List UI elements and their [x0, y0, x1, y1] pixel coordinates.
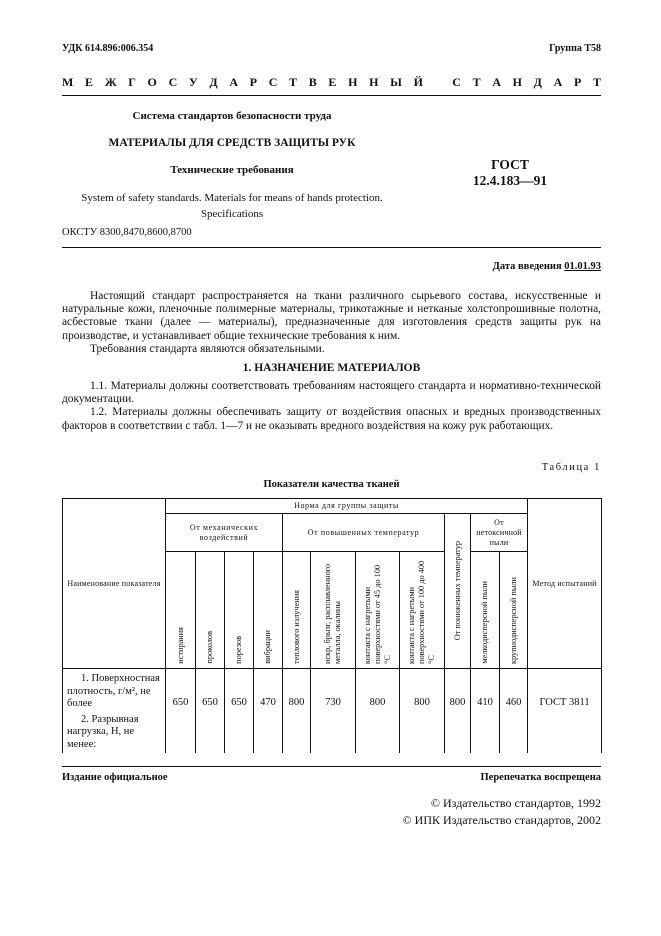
- subcolumn-header: [356, 552, 400, 669]
- row1-value: 800: [283, 669, 311, 753]
- section-1-text: [62, 380, 601, 433]
- intro-date: [493, 261, 601, 272]
- banner-letter: Й: [413, 75, 423, 89]
- english-title-line2: Specifications: [200, 208, 264, 220]
- banner-letter: Ы: [390, 75, 402, 89]
- banner-letter: Т: [472, 75, 481, 89]
- gost-number: 12.4.183—91: [472, 173, 548, 188]
- reprint-prohibited: Перепечатка воспрещена: [480, 772, 601, 783]
- footer-rule: [62, 766, 601, 767]
- english-title-line1: System of safety standards. Materials for means of hands protection.: [81, 192, 383, 204]
- subcolumn-header: [311, 552, 356, 669]
- copyright-block: [403, 795, 601, 829]
- banner-letter: Т: [592, 75, 601, 89]
- row1-method: ГОСТ 3811: [528, 669, 602, 753]
- row1-value: 470: [254, 669, 283, 753]
- official-edition: Издание официальное: [62, 772, 168, 783]
- document-title: МАТЕРИАЛЫ ДЛЯ СРЕДСТВ ЗАЩИТЫ РУК: [108, 137, 356, 149]
- quality-indicators-table: [62, 498, 602, 753]
- subcolumn-label: контакта с нагретыми поверхностями от 45 до 100 °С: [362, 564, 392, 664]
- clause-1-2: 1.2. Материалы должны обеспечивать защиту от воздействия опасных и вредных производственных факторов в соответствии с табл. 1—7 и не оказывать вредного воздействия на кожу рук работающих.: [62, 406, 601, 432]
- table-label: Таблица 1: [541, 462, 601, 473]
- banner-letter: С: [268, 75, 278, 89]
- banner-letter: В: [308, 75, 317, 89]
- subcolumn-label: вибрации: [263, 630, 272, 664]
- udk-code: УДК 614.896:006.354: [62, 43, 154, 54]
- subcolumn-label: теплового излучения: [291, 589, 301, 664]
- header-rule: [62, 95, 601, 96]
- banner-letter: А: [229, 75, 238, 89]
- subcolumn-label: порезов: [234, 636, 243, 664]
- standard-system: Система стандартов безопасности труда: [132, 110, 332, 122]
- section-1-heading: 1. НАЗНАЧЕНИЕ МАТЕРИАЛОВ: [242, 362, 421, 374]
- banner-letter: У: [188, 75, 198, 89]
- subcolumn-header: [166, 552, 196, 669]
- english-title: [62, 190, 402, 222]
- subcolumn-header: [400, 552, 445, 669]
- banner-letter: Д: [209, 75, 218, 89]
- group-code: Группа Т58: [549, 43, 601, 54]
- dust-group-header: От нетоксичной пыли: [471, 514, 528, 552]
- subcolumn-header: [471, 552, 500, 669]
- row1-value: 800: [445, 669, 471, 753]
- banner-letter: Д: [533, 75, 542, 89]
- clause-1-1: 1.1. Материалы должны соответствовать требованиям настоящего стандарта и нормативно-технической документации.: [62, 380, 601, 406]
- subcolumn-label: контакта с нагретыми поверхностями от 100 до 400 °С: [407, 560, 436, 664]
- banner-letter: С: [168, 75, 178, 89]
- table-title: Показатели качества тканей: [263, 479, 400, 490]
- row1-name: 1. Поверхностная плотность, г/м², не более: [67, 673, 160, 709]
- row1-value: 460: [500, 669, 528, 753]
- intro-text: [62, 290, 601, 356]
- subcolumn-header: [196, 552, 225, 669]
- banner-letter: [435, 75, 441, 90]
- row1-value: 650: [166, 669, 196, 753]
- intro-paragraph: Настоящий стандарт распространяется на ткани различного сырьевого состава, искусственные и натуральные кожи, пленочные полимерные материалы, трикотажные и нетканые холстопрошивные полотна, асбестовые ткани (далее — материалы), предназначенные для изготовления средств защиты рук на производстве, и устанавливает общие технические требования к ним.: [62, 290, 601, 342]
- gost-label: ГОСТ: [491, 157, 529, 172]
- subcolumn-header: [254, 552, 283, 669]
- intro-date-label: Дата введения: [492, 261, 562, 272]
- subcolumn-label: мелкодисперсной пыли: [480, 581, 489, 664]
- subcolumn-label: проколов: [205, 631, 214, 664]
- row2-name: 2. Разрывная нагрузка, Н, не менее:: [67, 713, 139, 750]
- method-header: Метод испытаний: [528, 499, 602, 669]
- interstate-standard-banner: [62, 75, 601, 90]
- row1-value: 800: [356, 669, 400, 753]
- banner-letter: Е: [328, 75, 337, 89]
- subcolumn-header: [500, 552, 528, 669]
- title-rule: [62, 247, 601, 248]
- high-temp-group-header: От повышенных температур: [283, 514, 445, 552]
- subcolumn-label: крупнодисперсной пыли: [508, 576, 518, 664]
- banner-letter: А: [492, 75, 501, 89]
- low-temp-label: От пониженных температур: [452, 541, 462, 641]
- copyright-line: © ИПК Издательство стандартов, 2002: [402, 813, 601, 827]
- mechanical-group-header: От механических воздействий: [166, 514, 283, 552]
- subcolumn-label: истирания: [175, 627, 185, 664]
- okstu-codes: ОКСТУ 8300,8470,8600,8700: [62, 227, 192, 238]
- banner-letter: С: [452, 75, 461, 89]
- banner-letter: Н: [369, 75, 379, 89]
- row1-value: 800: [400, 669, 445, 753]
- gost-designation: [445, 157, 575, 189]
- banner-letter: А: [553, 75, 563, 89]
- banner-letter: Н: [512, 75, 522, 89]
- row1-value: 730: [311, 669, 356, 753]
- indicator-header: Наименование показателя: [63, 499, 166, 669]
- row-names-cell: [63, 669, 166, 753]
- intro-date-value: 01.01.93: [564, 261, 601, 272]
- subcolumn-label: искр, брызг, расплавленного металла, окалины: [323, 563, 342, 664]
- banner-letter: Т: [289, 75, 298, 89]
- banner-letter: Р: [249, 75, 258, 89]
- banner-letter: Е: [85, 75, 94, 89]
- subcolumn-header: [283, 552, 311, 669]
- document-subtitle: Технические требования: [170, 164, 294, 176]
- subcolumn-header: [225, 552, 254, 669]
- banner-letter: Г: [128, 75, 136, 89]
- banner-letter: Ж: [104, 75, 117, 89]
- mandatory-note: Требования стандарта являются обязательными.: [90, 342, 325, 355]
- low-temp-header: [445, 514, 471, 669]
- row1-value: 650: [225, 669, 254, 753]
- table-row: [63, 669, 602, 753]
- banner-letter: О: [147, 75, 157, 89]
- banner-letter: Н: [348, 75, 358, 89]
- row1-value: 410: [471, 669, 500, 753]
- banner-letter: Р: [573, 75, 582, 89]
- row1-value: 650: [196, 669, 225, 753]
- banner-letter: М: [62, 75, 74, 89]
- copyright-line: © Издательство стандартов, 1992: [430, 796, 601, 810]
- norm-header: Норма для группы защиты: [166, 499, 528, 514]
